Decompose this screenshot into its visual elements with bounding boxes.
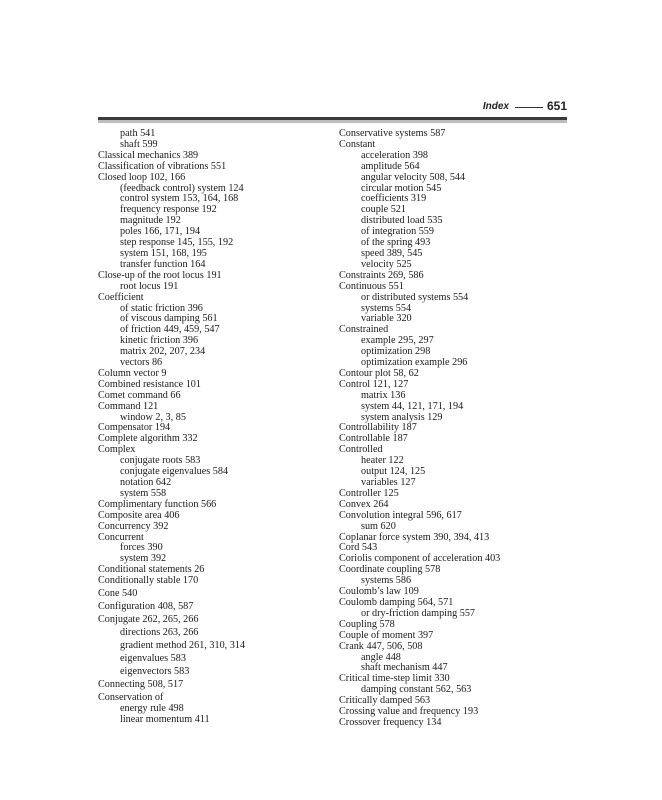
index-subentry: angular velocity 508, 544 — [361, 171, 466, 183]
index-subentry: window 2, 3, 85 — [120, 411, 186, 423]
index-subentry: speed 389, 545 — [361, 247, 423, 259]
index-subentry: circular motion 545 — [361, 182, 442, 194]
index-subentry: directions 263, 266 — [120, 627, 199, 639]
index-subentry: systems 554 — [361, 302, 412, 314]
index-entry: Conservation of — [98, 692, 164, 704]
page-number: 651 — [546, 99, 567, 113]
index-subentry: control system 153, 164, 168 — [120, 193, 239, 205]
index-entry: Constrained — [339, 324, 389, 336]
index-entry: Constant — [339, 138, 376, 150]
index-subentry: shaft 599 — [120, 138, 158, 150]
index-entry: Complex — [98, 444, 136, 456]
index-subentry: variable 320 — [361, 313, 412, 325]
index-entry: Controller 125 — [339, 487, 399, 499]
index-entry: Combined resistance 101 — [98, 378, 201, 390]
index-entry: Critically damped 563 — [339, 695, 431, 707]
index-subentry: of friction 449, 459, 547 — [120, 324, 220, 336]
index-subentry: (feedback control) system 124 — [120, 182, 244, 194]
index-subentry: systems 586 — [361, 575, 412, 587]
index-subentry: matrix 202, 207, 234 — [120, 346, 206, 358]
index-subentry: eigenvalues 583 — [120, 653, 186, 665]
index-subentry: path 541 — [120, 128, 156, 139]
index-subentry: of integration 559 — [361, 226, 434, 238]
running-header-label: Index — [482, 101, 509, 112]
index-entry: Conditionally stable 170 — [98, 575, 199, 587]
index-entry: Couple of moment 397 — [339, 629, 434, 641]
index-entry: Close-up of the root locus 191 — [98, 269, 222, 281]
index-subentry: conjugate roots 583 — [120, 455, 201, 467]
index-subentry: eigenvectors 583 — [120, 666, 190, 678]
index-entry: Crossing value and frequency 193 — [339, 706, 479, 718]
index-subentry: amplitude 564 — [361, 160, 420, 172]
index-entry: Column vector 9 — [98, 367, 167, 379]
index-entry: Control 121, 127 — [339, 378, 409, 390]
index-subentry: distributed load 535 — [361, 215, 443, 227]
index-subentry: poles 166, 171, 194 — [120, 226, 201, 238]
index-entry: Compensator 194 — [98, 422, 171, 434]
index-subentry: system 151, 168, 195 — [120, 247, 207, 259]
index-subentry: of the spring 493 — [361, 237, 431, 249]
index-entry: Coefficient — [98, 291, 144, 303]
index-subentry: system 392 — [120, 553, 167, 565]
index-subentry: output 124, 125 — [361, 466, 426, 478]
index-entry: Contour plot 58, 62 — [339, 367, 419, 379]
index-entry: Coplanar force system 390, 394, 413 — [339, 531, 490, 543]
index-subentry: gradient method 261, 310, 314 — [120, 640, 246, 652]
index-entry: Coulomb’s law 109 — [339, 586, 419, 598]
index-entry: Crossover frequency 134 — [339, 716, 442, 728]
index-subentry: angle 448 — [361, 651, 401, 663]
index-entry: Concurrency 392 — [98, 520, 169, 532]
index-entry: Configuration 408, 587 — [98, 601, 194, 613]
index-subentry: step response 145, 155, 192 — [120, 237, 234, 249]
index-entry: Coordinate coupling 578 — [339, 564, 441, 576]
index-subentry: magnitude 192 — [120, 215, 181, 227]
index-subentry: root locus 191 — [120, 280, 179, 292]
index-subentry: system analysis 129 — [361, 411, 443, 423]
index-entry: Controllability 187 — [339, 422, 417, 434]
index-entry: Convex 264 — [339, 498, 389, 510]
index-entry: Command 121 — [98, 400, 159, 412]
index-column-left — [98, 129, 334, 726]
header-dash-rule — [515, 107, 543, 108]
index-entry: Convolution integral 596, 617 — [339, 509, 462, 521]
index-entry: Critical time-step limit 330 — [339, 673, 450, 685]
index-subentry: acceleration 398 — [361, 149, 429, 161]
index-subentry: velocity 525 — [361, 258, 412, 270]
index-subentry: example 295, 297 — [361, 335, 434, 347]
index-subentry: matrix 136 — [361, 389, 406, 401]
index-subentry: frequency response 192 — [120, 204, 217, 216]
index-subentry: forces 390 — [120, 542, 163, 554]
index-subentry: of viscous damping 561 — [120, 313, 218, 325]
index-subentry: sum 620 — [361, 520, 396, 532]
index-entry: Composite area 406 — [98, 509, 180, 521]
index-subentry: variables 127 — [361, 477, 416, 488]
index-subentry: of static friction 396 — [120, 302, 203, 314]
index-subentry: system 558 — [120, 487, 167, 499]
index-entry: Classification of vibrations 551 — [98, 160, 227, 172]
index-entry: Classical mechanics 389 — [98, 149, 199, 161]
index-entry: Continuous 551 — [339, 280, 404, 292]
index-subentry: vectors 86 — [120, 357, 163, 369]
index-entry: Conservative systems 587 — [339, 128, 446, 139]
index-entry: Crank 447, 506, 508 — [339, 640, 423, 652]
index-subentry: system 44, 121, 171, 194 — [361, 400, 464, 412]
header-rule-gray — [98, 120, 567, 123]
index-entry: Controllable 187 — [339, 433, 408, 445]
index-subentry: transfer function 164 — [120, 258, 206, 270]
index-subentry: heater 122 — [361, 455, 404, 467]
index-entry: Complimentary function 566 — [98, 498, 217, 510]
index-subentry: linear momentum 411 — [120, 713, 210, 725]
index-subentry: energy rule 498 — [120, 703, 184, 715]
index-entry: Comet command 66 — [98, 389, 181, 401]
index-subentry: kinetic friction 396 — [120, 335, 199, 347]
index-entry: Controlled — [339, 444, 383, 456]
index-column-right — [339, 129, 575, 729]
index-entry: Concurrent — [98, 531, 144, 543]
index-subentry: damping constant 562, 563 — [361, 684, 472, 696]
index-entry: Conditional statements 26 — [98, 564, 205, 576]
index-subentry: coefficients 319 — [361, 193, 427, 205]
index-entry: Conjugate 262, 265, 266 — [98, 614, 199, 626]
index-entry: Cord 543 — [339, 542, 378, 554]
index-entry: Closed loop 102, 166 — [98, 171, 186, 183]
index-subentry: shaft mechanism 447 — [361, 662, 448, 674]
index-entry: Constraints 269, 586 — [339, 269, 424, 281]
index-subentry: or dry-friction damping 557 — [361, 607, 476, 619]
index-subentry: or distributed systems 554 — [361, 291, 469, 303]
running-header — [98, 99, 567, 117]
index-entry: Connecting 508, 517 — [98, 679, 184, 691]
index-subentry: optimization 298 — [361, 346, 431, 358]
index-subentry: conjugate eigenvalues 584 — [120, 466, 229, 478]
index-entry: Coulomb damping 564, 571 — [339, 596, 454, 608]
index-subentry: notation 642 — [120, 477, 172, 488]
index-entry: Coupling 578 — [339, 618, 395, 630]
index-subentry: optimization example 296 — [361, 357, 468, 369]
index-subentry: couple 521 — [361, 204, 406, 216]
index-entry: Cone 540 — [98, 588, 138, 600]
index-entry: Complete algorithm 332 — [98, 433, 198, 445]
index-entry: Coriolis component of acceleration 403 — [339, 553, 501, 565]
